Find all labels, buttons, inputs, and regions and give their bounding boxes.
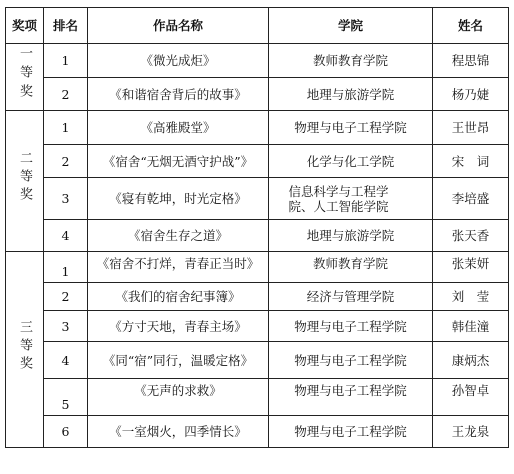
table-row (6, 145, 509, 178)
college-cell: 地理与旅游学院 (269, 220, 433, 252)
name-cell: 康炳杰 (433, 342, 509, 379)
rank-cell: 3 (44, 311, 88, 342)
rank-cell: 1 (44, 111, 88, 145)
awards-table (5, 7, 509, 448)
rank-cell: 3 (44, 178, 88, 220)
work-cell: 《高雅殿堂》 (88, 111, 269, 145)
rank-cell: 2 (44, 283, 88, 311)
rank-cell: 1 (44, 252, 88, 283)
work-cell: 《宿舍“无烟无酒守护战”》 (88, 145, 269, 178)
name-cell: 王世昂 (433, 111, 509, 145)
name-cell: 李培盛 (433, 178, 509, 220)
table-row (6, 342, 509, 379)
name-cell: 张天香 (433, 220, 509, 252)
header-rank: 排名 (44, 8, 88, 44)
name-cell: 王龙泉 (433, 416, 509, 448)
header-college: 学院 (269, 8, 433, 44)
table-row (6, 252, 509, 283)
college-cell: 地理与旅游学院 (269, 78, 433, 111)
name-cell: 杨乃婕 (433, 78, 509, 111)
rank-cell: 5 (44, 379, 88, 416)
rank-cell: 6 (44, 416, 88, 448)
rank-cell: 4 (44, 342, 88, 379)
work-cell: 《一室烟火，四季情长》 (88, 416, 269, 448)
prize-second-label: 二等奖 (17, 151, 32, 205)
table-row (6, 44, 509, 78)
college-cell (269, 178, 433, 220)
college-cell: 教师教育学院 (269, 252, 433, 283)
name-cell: 韩佳潼 (433, 311, 509, 342)
prize-second (6, 111, 44, 252)
work-cell: 《寝有乾坤，时光定格》 (88, 178, 269, 220)
prize-third-label: 三等奖 (17, 319, 32, 374)
college-cell: 化学与化工学院 (269, 145, 433, 178)
prize-third (6, 252, 44, 448)
college-cell: 物理与电子工程学院 (269, 416, 433, 448)
college-cell: 物理与电子工程学院 (269, 342, 433, 379)
college-cell: 物理与电子工程学院 (269, 111, 433, 145)
work-cell: 《宿舍不打烊，青春正当时》 (88, 252, 269, 283)
header-name: 姓名 (433, 8, 509, 44)
work-cell: 《我们的宿舍纪事簿》 (88, 283, 269, 311)
work-cell: 《方寸天地，青春主场》 (88, 311, 269, 342)
table-row (6, 178, 509, 220)
college-cell: 经济与管理学院 (269, 283, 433, 311)
header-work: 作品名称 (88, 8, 269, 44)
work-cell: 《同“宿”同行，温暖定格》 (88, 342, 269, 379)
rank-cell: 4 (44, 220, 88, 252)
prize-first-label: 一等奖 (17, 45, 32, 103)
college-text: 信息科学与工程学院、人工智能学院 (288, 183, 389, 214)
name-cell: 孙智卓 (433, 379, 509, 416)
name-cell: 张茉妍 (433, 252, 509, 283)
table-row (6, 283, 509, 311)
rank-cell: 2 (44, 78, 88, 111)
work-cell: 《宿舍生存之道》 (88, 220, 269, 252)
name-cell: 刘 莹 (433, 283, 509, 311)
name-cell: 程思锦 (433, 44, 509, 78)
name-cell: 宋 词 (433, 145, 509, 178)
table-row (6, 78, 509, 111)
table-row (6, 379, 509, 416)
awards-table-container (5, 7, 509, 448)
table-row (6, 416, 509, 448)
rank-cell: 2 (44, 145, 88, 178)
table-row (6, 311, 509, 342)
rank-cell: 1 (44, 44, 88, 78)
work-cell: 《和谐宿舍背后的故事》 (88, 78, 269, 111)
table-row (6, 111, 509, 145)
work-cell: 《微光成炬》 (88, 44, 269, 78)
college-cell: 物理与电子工程学院 (269, 311, 433, 342)
college-cell: 物理与电子工程学院 (269, 379, 433, 416)
table-row (6, 220, 509, 252)
work-cell: 《无声的求救》 (88, 379, 269, 416)
header-row (6, 8, 509, 44)
header-prize: 奖项 (6, 8, 44, 44)
college-cell: 教师教育学院 (269, 44, 433, 78)
prize-first (6, 44, 44, 111)
